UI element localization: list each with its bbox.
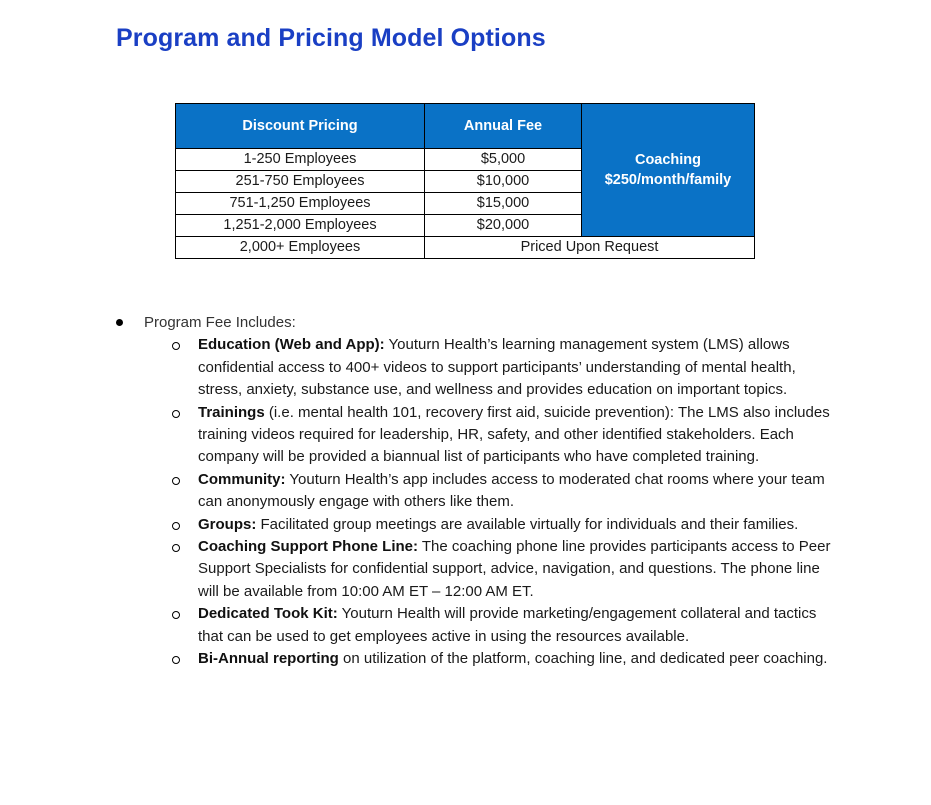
item-text: Youturn Health will provide marketing/engagement collateral and tactics that can be used to get employees active in using the resources available.: [198, 605, 817, 645]
list-item: [116, 648, 836, 670]
fee-cell: $20,000: [425, 215, 582, 237]
list-item: [116, 334, 836, 401]
bullet-icon: [116, 319, 123, 326]
item-text: on utilization of the platform, coaching line, and dedicated peer coaching.: [338, 650, 828, 668]
tier-cell: 751-1,250 Employees: [176, 193, 425, 215]
includes-list: [116, 334, 836, 670]
list-item: [116, 603, 836, 648]
coaching-price: $250/month/family: [604, 172, 732, 188]
page-title: Program and Pricing Model Options: [116, 24, 546, 52]
item-title: Bi-Annual reporting: [198, 650, 339, 668]
circle-bullet-icon: [172, 410, 180, 418]
item-text: Facilitated group meetings are available virtually for individuals and their families.: [256, 515, 799, 533]
circle-bullet-icon: [172, 522, 180, 530]
tier-cell: 251-750 Employees: [176, 171, 425, 193]
list-item: [116, 469, 836, 514]
circle-bullet-icon: [172, 544, 180, 552]
circle-bullet-icon: [172, 656, 180, 664]
coaching-label: Coaching: [634, 152, 702, 168]
pricing-table: [175, 103, 755, 259]
tier-cell: 2,000+ Employees: [176, 237, 425, 259]
circle-bullet-icon: [172, 477, 180, 485]
item-title: Education (Web and App):: [198, 336, 385, 354]
tier-cell: 1,251-2,000 Employees: [176, 215, 425, 237]
tier-cell: 1-250 Employees: [176, 149, 425, 171]
fee-cell: $5,000: [425, 149, 582, 171]
table-header-row: [176, 104, 755, 149]
header-annual-fee: Annual Fee: [425, 104, 582, 149]
item-text: (i.e. mental health 101, recovery first aid, suicide prevention): The LMS also includes training videos required for leadership, HR, safety, and other identified stakeholders. Each company will be provided a biannual list of participants who have completed training.: [198, 403, 830, 466]
list-item: [116, 514, 836, 536]
item-title: Dedicated Took Kit:: [198, 605, 338, 623]
fee-cell: $15,000: [425, 193, 582, 215]
fee-cell-request: Priced Upon Request: [425, 237, 755, 259]
program-includes-section: [116, 312, 836, 671]
circle-bullet-icon: [172, 342, 180, 350]
item-text: Youturn Health’s learning management system (LMS) allows confidential access to 400+ videos to support participants’ understanding of mental health, stress, anxiety, substance use, and wellness and provides education on important topics.: [198, 336, 796, 399]
item-title: Groups:: [198, 515, 257, 533]
bullet-item: [116, 312, 836, 334]
item-title: Coaching Support Phone Line:: [198, 538, 418, 556]
item-text: The coaching phone line provides participants access to Peer Support Specialists for confidential support, advice, navigation, and questions. The phone line will be available from 10:00 AM ET – 12:00 AM ET.: [198, 538, 831, 600]
item-title: Community:: [198, 470, 286, 488]
table-row: [176, 237, 755, 259]
circle-bullet-icon: [172, 611, 180, 619]
fee-cell: $10,000: [425, 171, 582, 193]
includes-heading: Program Fee Includes:: [144, 314, 296, 331]
coaching-price-cell: [582, 104, 755, 237]
header-discount-pricing: Discount Pricing: [176, 104, 425, 149]
list-item: [116, 536, 836, 603]
item-text: Youturn Health’s app includes access to moderated chat rooms where your team can anonymously engage with others like them.: [198, 470, 825, 511]
list-item: [116, 402, 836, 469]
item-title: Trainings: [198, 403, 265, 421]
